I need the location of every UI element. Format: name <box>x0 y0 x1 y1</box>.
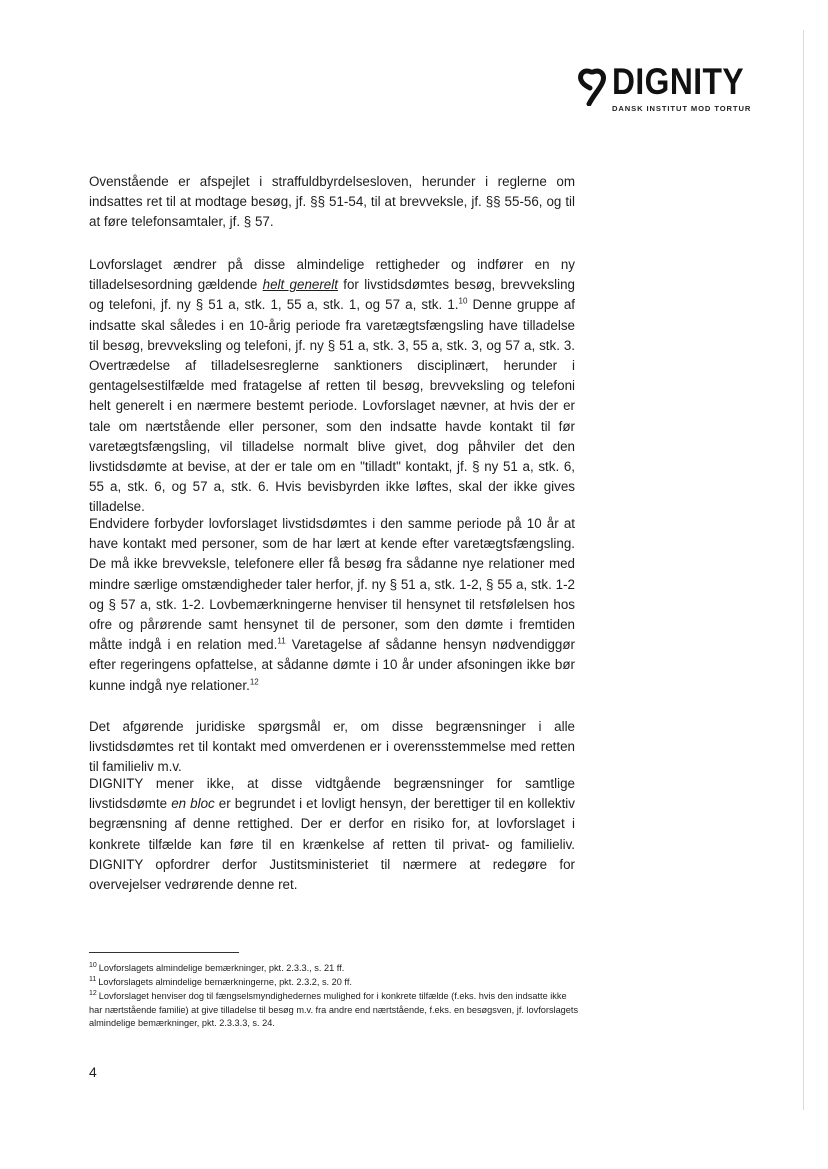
footnote-ref-11: 11 <box>277 636 286 646</box>
footnote-number: 12 <box>89 989 97 997</box>
paragraph-2-text-b: for livstidsdømtes besøg, brevveksling og telefoni, jf. ny § 51 a, stk. 1, 55 a, stk. 1, og 57 a, stk. 1. <box>89 277 575 313</box>
footnote-number: 10 <box>89 961 97 969</box>
paragraph-2-text-c: Denne gruppe af indsatte skal således i en 10-årig periode fra varetægtsfængsling have tilladelse til besøg, brevveksling og telefoni, jf. ny § 51 a, stk. 3, 55 a, stk. 3, og 57 a, stk. 3. Overtrædelse af tilladelsesreglerne sanktioners disciplinært, herunder i gentagelsestilfælde med fratagelse af retten til besøg, brevveksling og telefoni helt generelt i en nærmere bestemt periode. Lovforslaget nævner, at hvis der er tale om nærtstående eller personer, som den indsatte havde kontakt til før varetægtsfængsling, vil tilladelse normalt blive givet, dog påhviler det den livstidsdømte at bevise, at der er tale om en "tilladt" kontakt, jf. § ny 51 a, stk. 6, 55 a, stk. 6, og 57 a, stk. 6. Hvis bevisbyrden ikke løftes, skal der ikke gives tilladelse. <box>89 297 576 515</box>
page-number: 4 <box>89 1064 97 1080</box>
paragraph-5-text-b: er begrundet i et lovligt hensyn, der berettiger til en kollektiv begrænsning af denne rettighed. Der er derfor en risiko for, at lovforslaget i konkrete tilfælde kan føre til en krænkelse af retten til privat- og familieliv. DIGNITY opfordrer derfor Justitsministeriet til nærmere at redegøre for overvejelser vedrørende denne ret. <box>89 796 575 893</box>
footnote-12 <box>89 990 579 1031</box>
footnote-11 <box>89 976 579 990</box>
paragraph-3-text-b: Varetagelse af sådanne hensyn nødvendiggør efter regeringens opfattelse, at sådanne dømte i 10 år under afsoningen ikke bør kunne indgå nye relationer. <box>89 637 575 693</box>
logo-wordmark: DIGNITY <box>612 61 745 102</box>
footnote-text: Lovforslagets almindelige bemærkningerne, pkt. 2.3.2, s. 20 ff. <box>98 977 352 987</box>
dignity-heart-icon <box>578 66 606 106</box>
paragraph-2-text-a: Lovforslaget ændrer på disse almindelige rettigheder og indfører en ny tilladelsesordning gældende <box>89 257 575 293</box>
paragraph-3 <box>89 514 575 696</box>
footnote-ref-10: 10 <box>458 296 468 306</box>
en-bloc-italic: en bloc <box>171 796 215 812</box>
dignity-logo <box>578 62 768 118</box>
footnote-separator <box>89 952 239 953</box>
footnote-text: Lovforslaget henviser dog til fængselsmyndighedernes mulighed for i konkrete tilfælde (f.eks. hvis den indsatte ikke har nærtstående familie) at give tilladelse til besøg m.v. fra andre end nærtstående, f.eks. en besøgsven, jf. lovforslagets almindelige bemærkninger, pkt. 2.3.3.3, s. 24. <box>89 991 579 1029</box>
paragraph-3-text-a: Endvidere forbyder lovforslaget livstidsdømtes i den samme periode på 10 år at have kontakt med personer, som de har lært at kende efter varetægtsfængsling. De må ikke brevveksle, telefonere eller få besøg fra sådanne nye relationer med mindre særlige omstændigheder taler herfor, jf. ny § 51 a, stk. 1-2, § 55 a, stk. 1-2 og § 57 a, stk. 1-2. Lovbemærkningerne henviser til hensynet til retsfølelsen hos ofre og pårørende samt hensynet til de personer, som den dømte i fremtiden måtte indgå i en relation med. <box>89 516 575 653</box>
footnote-ref-12: 12 <box>249 677 259 687</box>
footnote-text: Lovforslagets almindelige bemærkninger, pkt. 2.3.3., s. 21 ff. <box>98 963 345 973</box>
paragraph-5 <box>89 774 575 895</box>
paragraph-4: Det afgørende juridiske spørgsmål er, om disse begrænsninger i alle livstidsdømtes ret til kontakt med omverdenen er i overensstemmelse med retten til familieliv m.v. <box>89 719 575 775</box>
paragraph-1: Ovenstående er afspejlet i straffuldbyrdelsesloven, herunder i reglerne om indsattes ret til at modtage besøg, jf. §§ 51-54, til at brevveksle, jf. §§ 55-56, og til at føre telefonsamtaler, jf. § 57. <box>89 174 575 230</box>
paragraph-5-text-a: DIGNITY mener ikke, at disse vidtgående begrænsninger for samtlige livstidsdømte <box>89 776 575 812</box>
footnote-10 <box>89 962 579 976</box>
helt-generelt-link: helt generelt <box>262 277 338 293</box>
paragraph-2 <box>89 255 575 518</box>
logo-subtitle: DANSK INSTITUT MOD TORTUR <box>612 104 752 113</box>
scan-edge-line <box>803 30 804 1110</box>
footnote-number: 11 <box>89 975 97 983</box>
